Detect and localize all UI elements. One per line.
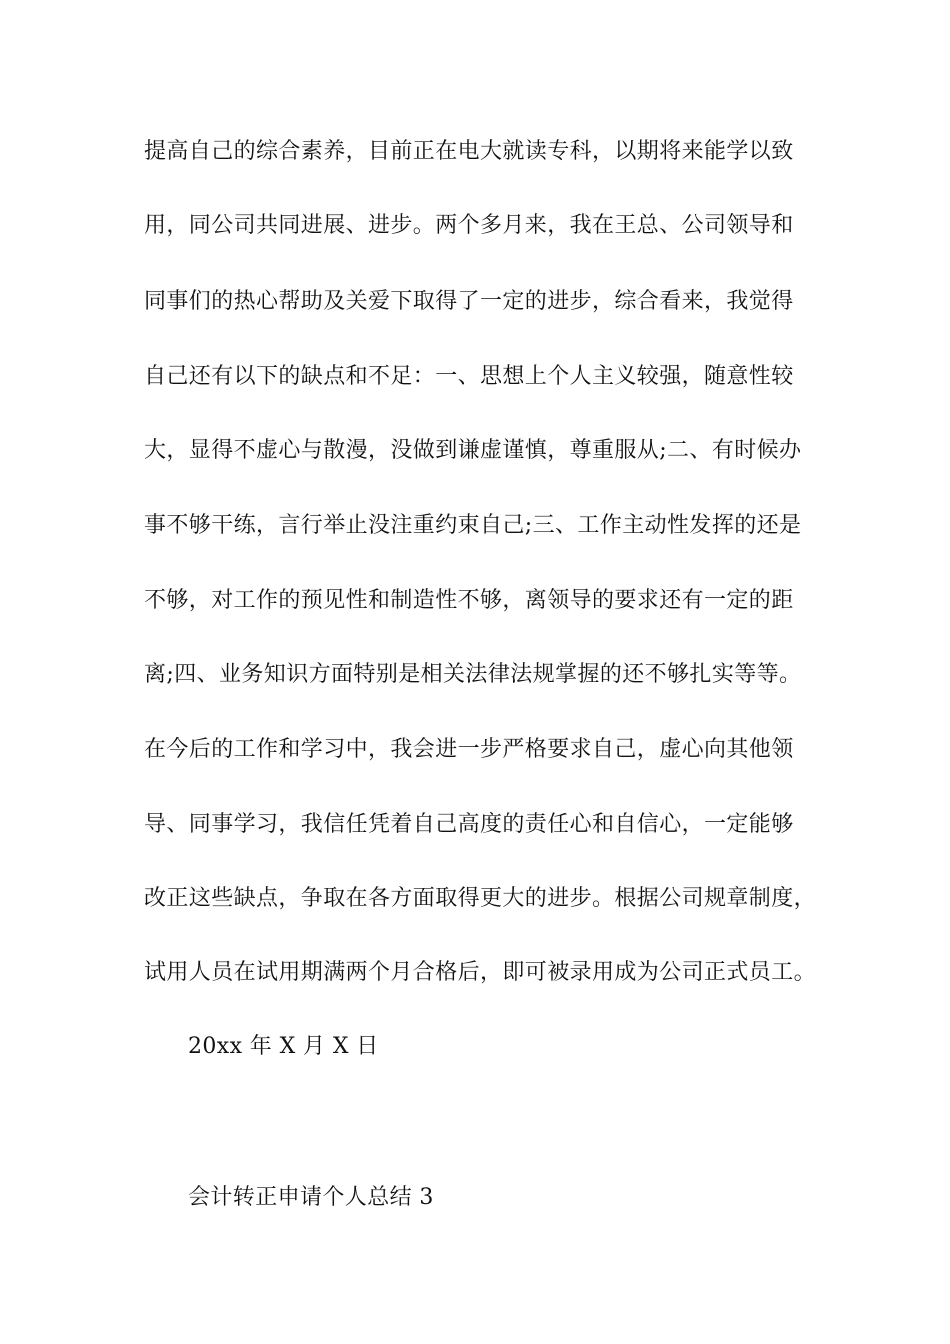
- body-line-3: 同事们的热心帮助及关爱下取得了一定的进步，综合看来，我觉得: [144, 289, 794, 314]
- body-line-4: 自己还有以下的缺点和不足：一、思想上个人主义较强，随意性较: [144, 364, 794, 389]
- body-line-1: 提高自己的综合素养，目前正在电大就读专科，以期将来能学以致: [144, 139, 794, 164]
- body-line-11: 改正这些缺点，争取在各方面取得更大的进步。根据公司规章制度，: [144, 886, 817, 911]
- body-line-5: 大，显得不虚心与散漫，没做到谦虚谨慎，尊重服从;二、有时候办: [144, 438, 802, 463]
- body-line-12: 试用人员在试用期满两个月合格后，即可被录用成为公司正式员工。: [144, 960, 817, 985]
- body-line-9: 在今后的工作和学习中，我会进一步严格要求自己，虚心向其他领: [144, 737, 794, 762]
- body-line-7: 不够，对工作的预见性和制造性不够，离领导的要求还有一定的距: [144, 588, 794, 613]
- body-line-10: 导、同事学习，我信任凭着自己高度的责任心和自信心，一定能够: [144, 812, 794, 837]
- body-line-8: 离;四、业务知识方面特别是相关法律法规掌握的还不够扎实等等。: [144, 662, 802, 687]
- body-line-6: 事不够干练，言行举止没注重约束自己;三、工作主动性发挥的还是: [144, 513, 802, 538]
- body-line-2: 用，同公司共同进展、进步。两个多月来，我在王总、公司领导和: [144, 213, 794, 238]
- date-line: 20xx 年 X 月 X 日: [188, 1034, 379, 1059]
- section-title: 会计转正申请个人总结 3: [188, 1185, 434, 1210]
